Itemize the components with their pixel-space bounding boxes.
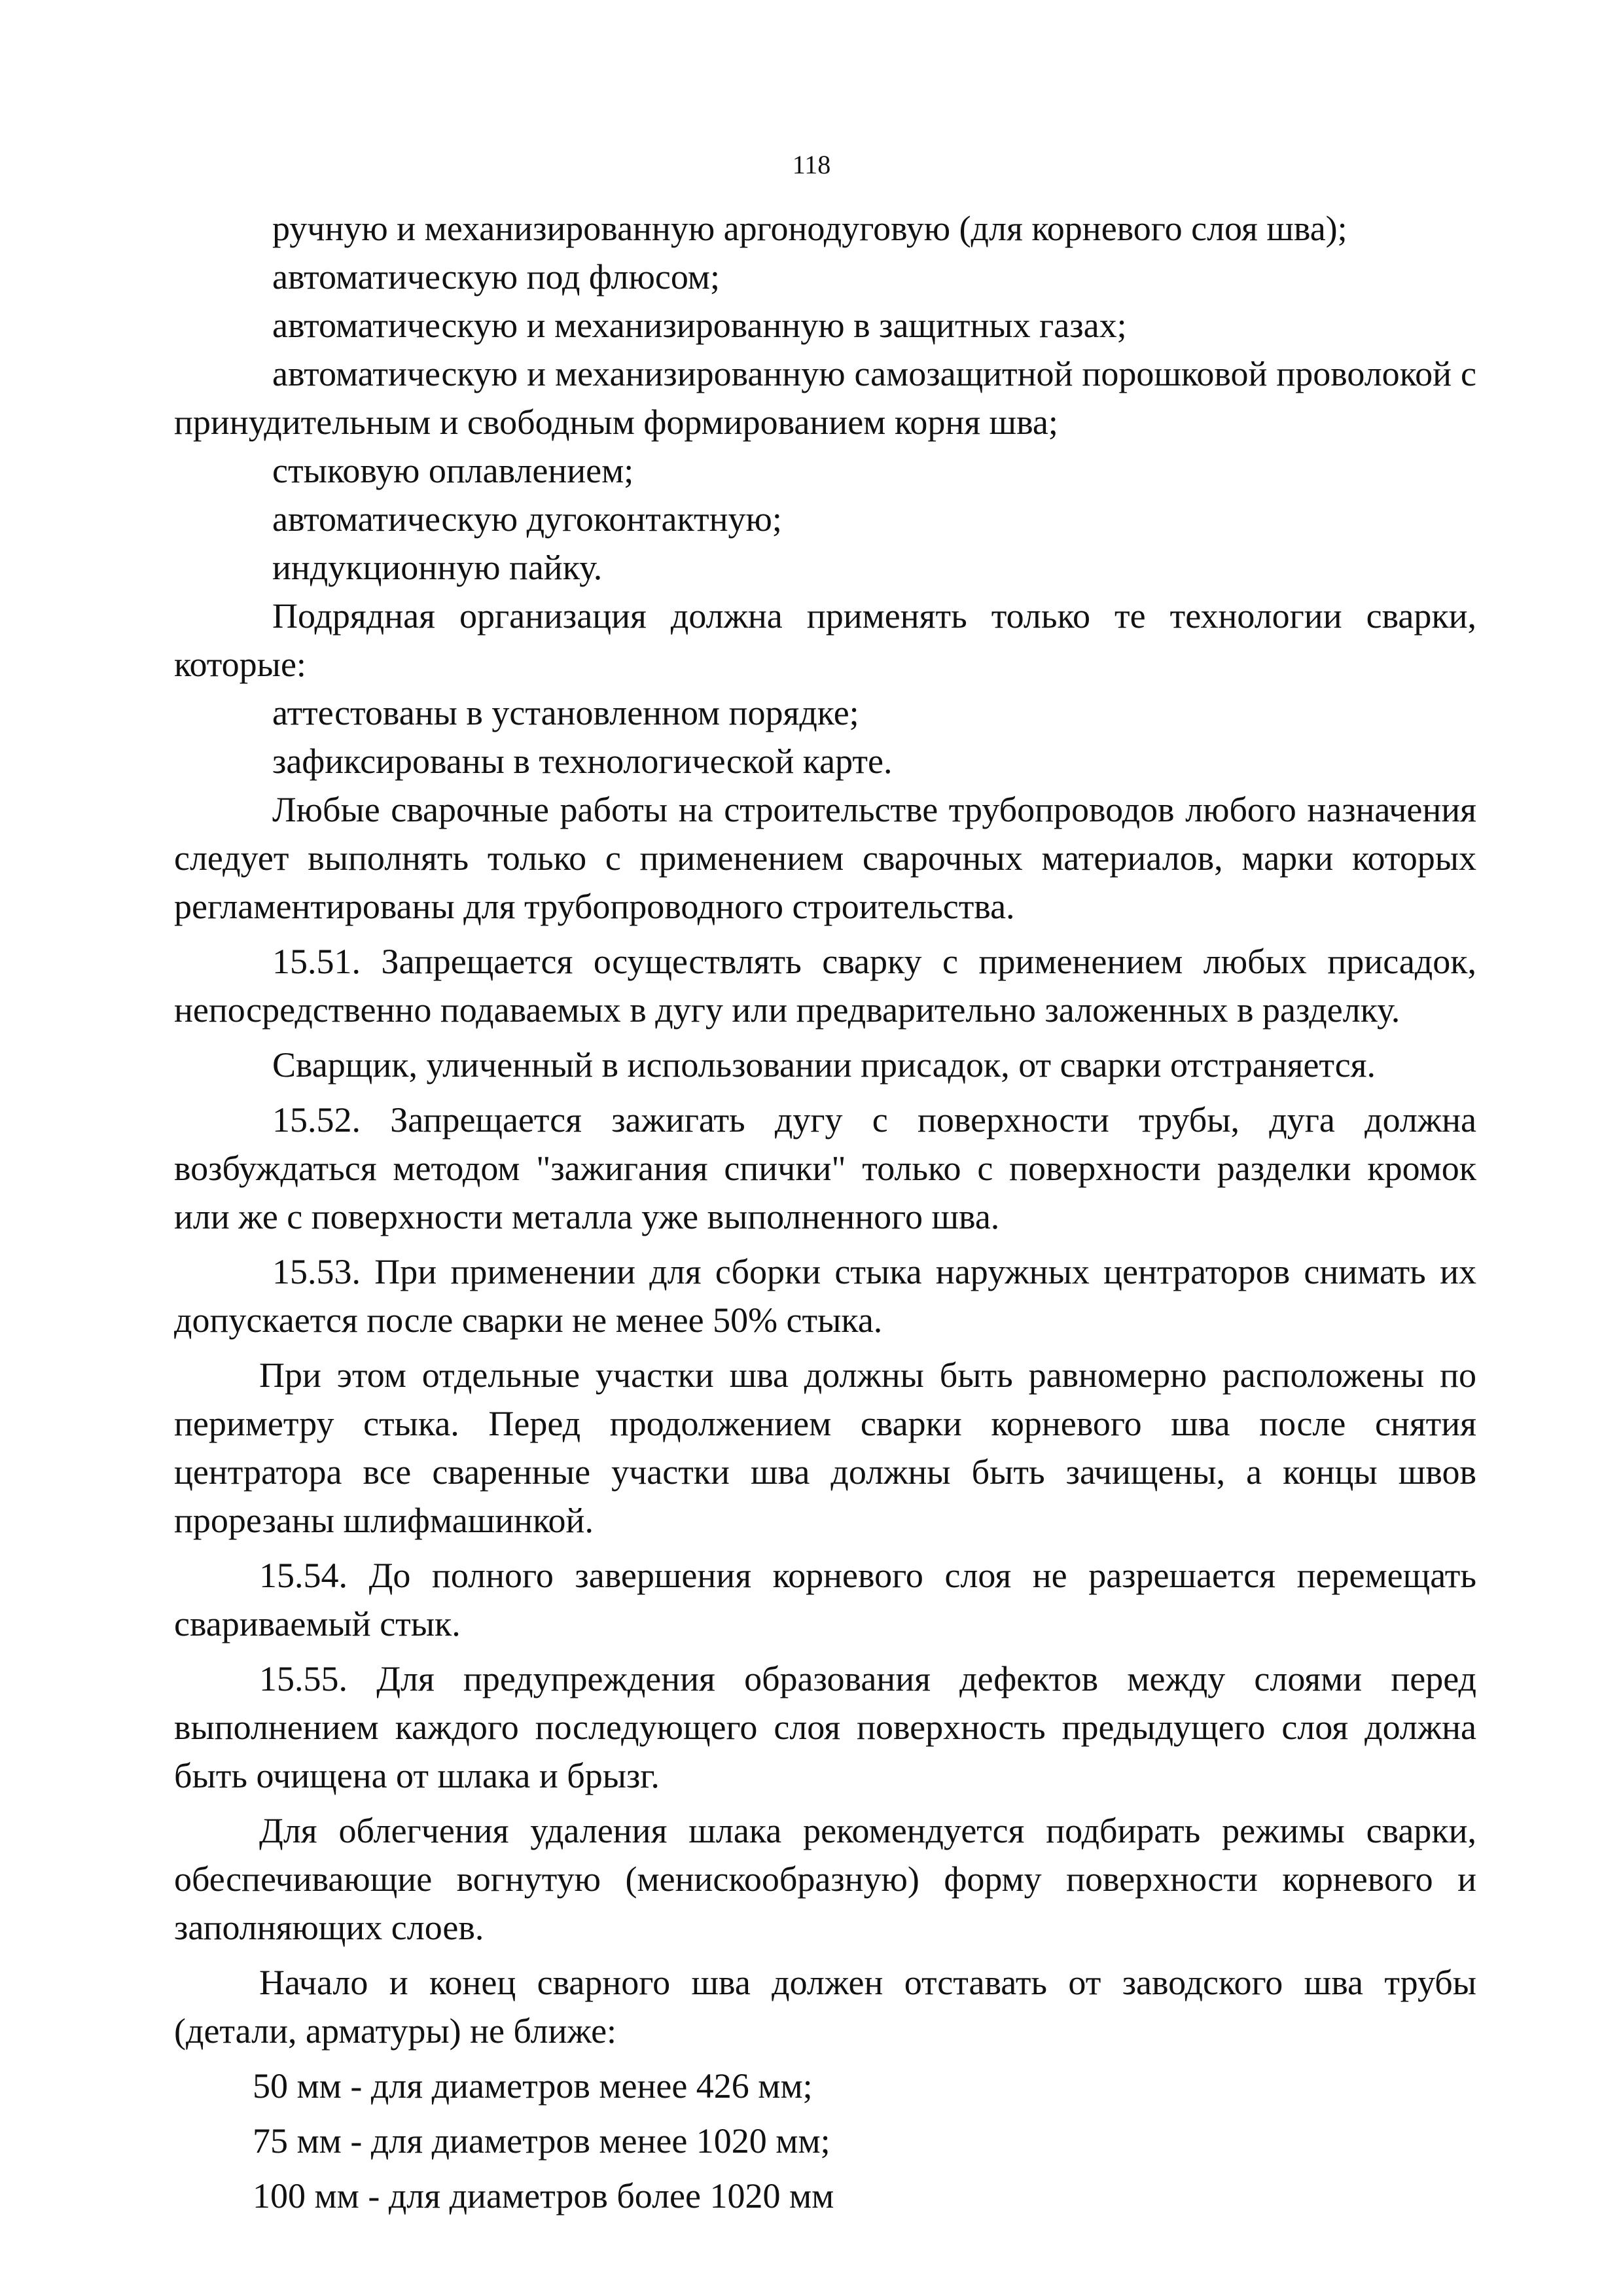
list-item-submerged-arc: автоматическую под флюсом; — [272, 257, 720, 296]
list-item-recorded-in-tech-map: зафиксированы в технологической карте. — [272, 742, 893, 781]
list-item-certified: аттестованы в установленном порядке; — [272, 693, 859, 732]
clause-15-54: 15.54. До полного завершения корневого слоя не разрешается перемещать свариваемый стык. — [174, 1556, 1476, 1643]
paragraph-weld-sections: При этом отдельные участки шва должны быть равномерно расположены по периметру стыка. Перед продолжением сварки корневого шва после снятия центратора все сваренные участки шва должны быть зачищены, а концы швов прорезаны шлифмашинкой. — [174, 1355, 1476, 1540]
list-item-offset-426: 50 мм - для диаметров менее 426 мм; — [253, 2066, 813, 2106]
paragraph-contractor-technologies: Подрядная организация должна применять только те технологии сварки, которые: — [174, 596, 1476, 684]
clause-15-51: 15.51. Запрещается осуществлять сварку с применением любых присадок, непосредственно подаваемых в дугу или предварительно заложенных в разделку. — [174, 942, 1476, 1030]
list-item-argon-welding: ручную и механизированную аргонодуговую (для корневого слоя шва); — [272, 209, 1347, 248]
paragraph-weld-offset: Начало и конец сварного шва должен отставать от заводского шва трубы (детали, арматуры) не ближе: — [174, 1963, 1476, 2051]
list-item-flash-butt: стыковую оплавлением; — [272, 451, 634, 490]
list-item-induction-brazing: индукционную пайку. — [272, 548, 603, 587]
paragraph-welder-removed: Сварщик, уличенный в использовании присадок, от сварки отстраняется. — [272, 1045, 1376, 1085]
clause-15-53: 15.53. При применении для сборки стыка наружных центраторов снимать их допускается после сварки не менее 50% стыка. — [174, 1252, 1476, 1340]
paragraph-welding-materials: Любые сварочные работы на строительстве трубопроводов любого назначения следует выполнять только с применением сварочных материалов, марки которых регламентированы для трубопроводного строительства. — [174, 790, 1476, 926]
page-number: 118 — [792, 150, 831, 179]
clause-15-52: 15.52. Запрещается зажигать дугу с поверхности трубы, дуга должна возбуждаться методом "зажигания спички" только с поверхности разделки кромок или же с поверхности металла уже выполненного шва. — [174, 1100, 1476, 1236]
paragraph-slag-removal: Для облегчения удаления шлака рекомендуется подбирать режимы сварки, обеспечивающие вогнутую (менискообразную) форму поверхности корневого и заполняющих слоев. — [174, 1811, 1476, 1947]
list-item-arc-contact: автоматическую дугоконтактную; — [272, 499, 782, 539]
list-item-shielding-gas: автоматическую и механизированную в защитных газах; — [272, 306, 1127, 345]
clause-15-55: 15.55. Для предупреждения образования дефектов между слоями перед выполнением каждого последующего слоя поверхность предыдущего слоя должна быть очищена от шлака и брызг. — [174, 1659, 1476, 1795]
list-item-flux-cored-wire: автоматическую и механизированную самозащитной порошковой проволокой с принудительным и свободным формированием корня шва; — [174, 354, 1476, 442]
list-item-offset-1020-less: 75 мм - для диаметров менее 1020 мм; — [253, 2121, 830, 2161]
document-body — [174, 204, 1476, 2220]
list-item-offset-1020-more: 100 мм - для диаметров более 1020 мм — [253, 2176, 834, 2215]
